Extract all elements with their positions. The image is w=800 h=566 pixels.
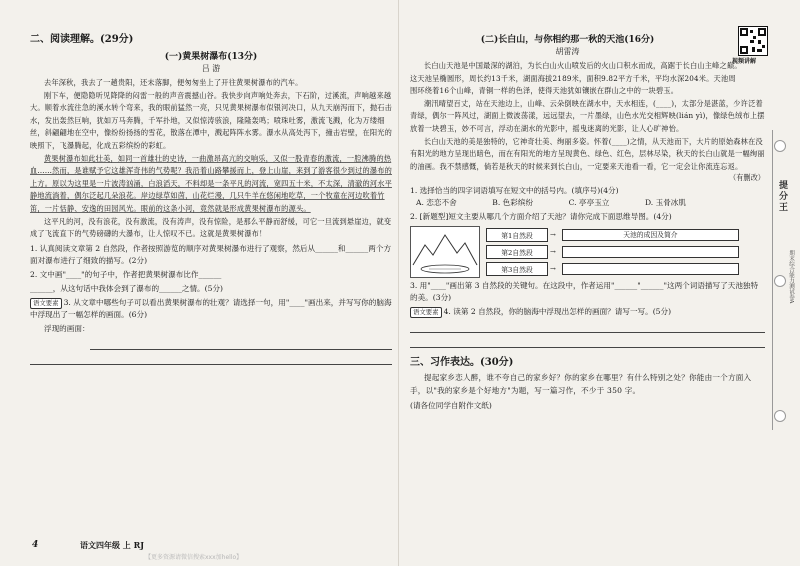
choice-c[interactable]: C. 亭亭玉立 <box>568 198 610 208</box>
yuwen-yaosu-tag: 语文要素 <box>30 298 62 309</box>
section-2-title: 二、阅读理解。(29分) <box>30 34 134 45</box>
mountain-icon <box>411 227 479 277</box>
left-question-3-text: 3. 从文章中哪些句子可以看出黄果树瀑布的壮观？请选择一句，用"____"画出来，并写写你的脑海中浮现出了一幅怎样的画面。(6分) <box>30 297 392 319</box>
mindmap-row-2 <box>486 245 739 259</box>
page-number: 4 <box>32 540 39 550</box>
left-question-3 <box>30 297 392 321</box>
mindmap-row-1 <box>486 228 739 242</box>
answer-line-1[interactable] <box>90 337 392 350</box>
section-3-title: 三、习作表达。(30分) <box>410 357 514 369</box>
mountain-lake-illustration <box>410 226 480 278</box>
article2-signature: （有删改） <box>729 173 765 183</box>
mindmap-label-2: 第2自然段 <box>486 245 548 259</box>
side-subtitle: 期末综合能力测试卷A <box>788 250 794 304</box>
section-3-note: (请各位同学自附作文纸) <box>410 400 492 410</box>
article1-para-4: 这平凡的河，没有浪花，没有激流，没有涛声，没有惊险，是那么平静而舒缓，可它一旦流到悬崖边，就变成了飞流直下的气势磅礴的大瀑布，让人惊叹不已。这就是黄果树瀑布！ <box>30 216 392 239</box>
mindmap-answer-2[interactable] <box>562 246 739 258</box>
right-question-1: 1. 选择恰当的四字词语填写在短文中的括号内。(填序号)(4分) <box>410 186 619 196</box>
choice-a[interactable]: A. 恋恋不舍 <box>416 198 457 208</box>
left-question-2a: 2. 文中画"____"的句子中，作者把黄果树瀑布比作______ <box>30 269 222 279</box>
yuwen-yaosu-tag-2: 语文要素 <box>410 307 442 318</box>
article1-para-3: 黄果树瀑布如此壮美，如同一首雄壮的史诗，一曲激昂高亢的交响乐，又似一股青春的激流，一腔沸腾的热血……然而，是谁赋予它这雄浑奇伟的气势呢？我沿着山路攀援而上，登上山崖，来到了游客很少到过的瀑布的上方。原以为这里是一片波涛汹涌，白浪滔天，不料却是一条平凡的河流，宽四五十米，不太深，清澈的河水平静地流淌着，偶尔泛起几朵浪花。岸边绿草如茵，山花烂漫，几只牛羊在悠闲地吃草，一个牧童在河边吹着竹笛，一片恬静、安逸的田园风光。眼前的这条小河，竟然就是形成黄果树瀑布的源头。 <box>30 153 392 213</box>
article2-title: (二)长白山，与你相约那一秋的天池(16分) <box>480 35 655 45</box>
left-question-1: 1. 认真阅读文章第 2 自然段，作者按照游览的顺序对黄果树瀑布进行了观察，然后从______和______两个方面对瀑布进行了细致的描写。(2分) <box>30 243 392 265</box>
article1-para-1: 去年深秋，我去了一趟贵阳，还未落脚，便匆匆坐上了开往黄果树瀑布的汽车。 <box>44 78 303 87</box>
right-question-4-text: 4. 读第 2 自然段，你的脑海中浮现出怎样的画面？请写一写。(5分) <box>443 307 672 317</box>
arrow-right-icon: → <box>550 265 556 274</box>
right-question-2: 2. [新题型]短文主要从哪几个方面介绍了天池？请你完成下面思维导图。(4分) <box>410 212 672 222</box>
mindmap <box>410 226 765 278</box>
left-question-3-answer-label: 浮现的画面： <box>44 323 90 333</box>
mindmap-answer-1[interactable]: 天池的成因及简介 <box>562 229 739 241</box>
watermark: 【更多资源请微信搜索xxx加hello】 <box>145 554 243 561</box>
binding-hole-icon <box>774 275 786 287</box>
section-3-body: 提起家乡恋人醉，谁不夸自己的家乡好？你的家乡在哪里？有什么特别之处？你能由一个方面入手，以"我的家乡是个好地方"为题，写一篇习作，不少于 350 字。 <box>410 373 752 395</box>
fold-line <box>398 0 399 566</box>
choices-row <box>410 197 686 209</box>
article2-para-1: 长白山天池是中国最深的湖泊，为长白山火山喷发后的火山口积水而成，高踞于长白山主峰之巅。这天池呈椭圆形，周长约13千米，湖面海拔2189米，面积9.82平方千米，平均水深204米。天池周围环绕着16个山峰，青铜一样的色泽，使得天池犹如镶嵌在群山之中的一块碧玉。 <box>410 61 742 96</box>
article2-author: 胡雷涛 <box>555 47 580 56</box>
book-title: 语文四年级 上 RJ <box>80 540 145 550</box>
side-brand: 提分王 <box>777 180 787 213</box>
article1-author: 吕 游 <box>201 64 221 73</box>
mindmap-row-3 <box>486 262 739 276</box>
article2-para-2: 潮汛晴望百丈，站在天池边上，山峰、云朵倒映在湖水中，天水相连，(____)，太部分是湛蓝，少许泛着青绿，偶尔一阵风过，湖面上微波荡漾，远远望去，一片墨绿，山色水光交相辉映(lián yì)，像绿色绒布上摆放着一块碧玉，妙不可言，浮动在湖水的光影中，摇曳迷离的光影，让人心旷神怡。 <box>410 98 765 133</box>
binding-hole-icon <box>774 140 786 152</box>
mindmap-label-1: 第1自然段 <box>486 228 548 242</box>
answer-line-3[interactable] <box>410 320 765 333</box>
right-question-3: 3. 用"____"画出第 3 自然段的关键句。在这段中，作者运用"______"______"这两个词语描写了天池独特的美。(3分) <box>410 281 759 303</box>
answer-line-4[interactable] <box>410 335 765 348</box>
arrow-right-icon: → <box>550 248 556 257</box>
arrow-right-icon: → <box>550 231 556 240</box>
choice-b[interactable]: B. 色彩缤纷 <box>492 198 534 208</box>
qr-pattern <box>739 27 767 55</box>
choice-d[interactable]: D. 玉骨冰肌 <box>644 198 686 208</box>
article2-para-3: 长白山天池的美是独特的，它神奇壮美、绚丽多姿。怀着(____)之情，从天池而下，大片的原始森林在没有阳光的地方呈现出暗色，而在有阳光的地方呈现黄色、绿色、红色，层林尽染，秋天的长白山就是一幅绚丽的油画。我不禁感慨，倘若是秋天的时候来到长白山，一定要来天池看一看，它一定会让你流连忘返。 <box>410 136 765 171</box>
qr-code-icon[interactable] <box>738 26 768 56</box>
qr-label: 视频讲解 <box>732 58 757 65</box>
right-question-4 <box>410 306 765 318</box>
left-column <box>30 30 392 365</box>
answer-line-2[interactable] <box>30 352 392 365</box>
left-question-2b: ______，从这句话中我体会到了瀑布的______之情。(5分) <box>30 283 224 293</box>
binding-hole-icon <box>774 410 786 422</box>
mindmap-label-3: 第3自然段 <box>486 262 548 276</box>
mindmap-rows <box>486 228 739 276</box>
right-column <box>410 30 765 412</box>
article1-title: (一)黄果树瀑布(13分) <box>164 52 258 62</box>
mindmap-answer-3[interactable] <box>562 263 739 275</box>
article1-para-2: 刚下车，便隐隐听见降降的闷雷一般的声音震撼山谷。我快步向声响处奔去，下石阶，过溪流，声响越来越大。顺着水流往急的溪水转个弯来，我的眼前猛然一亮，只见黄果树瀑布似银河决口，从九天崩泻而下，抛石击水，发出轰然巨响，犹如万马奔腾，千军扑地，又似惊涛骇浪，隆隆轰鸣；喷珠吐雾，激流飞溅，化为万缕细丝，斜翩翩地在空中，像纷纷扬扬的雪花，散落在潭中，溅起阵阵水雾。瀑水从高处泻下，撞击岩壁，在阳光的映照下，飞瀑腾起，化成五彩缤纷的彩虹。 <box>30 90 392 150</box>
